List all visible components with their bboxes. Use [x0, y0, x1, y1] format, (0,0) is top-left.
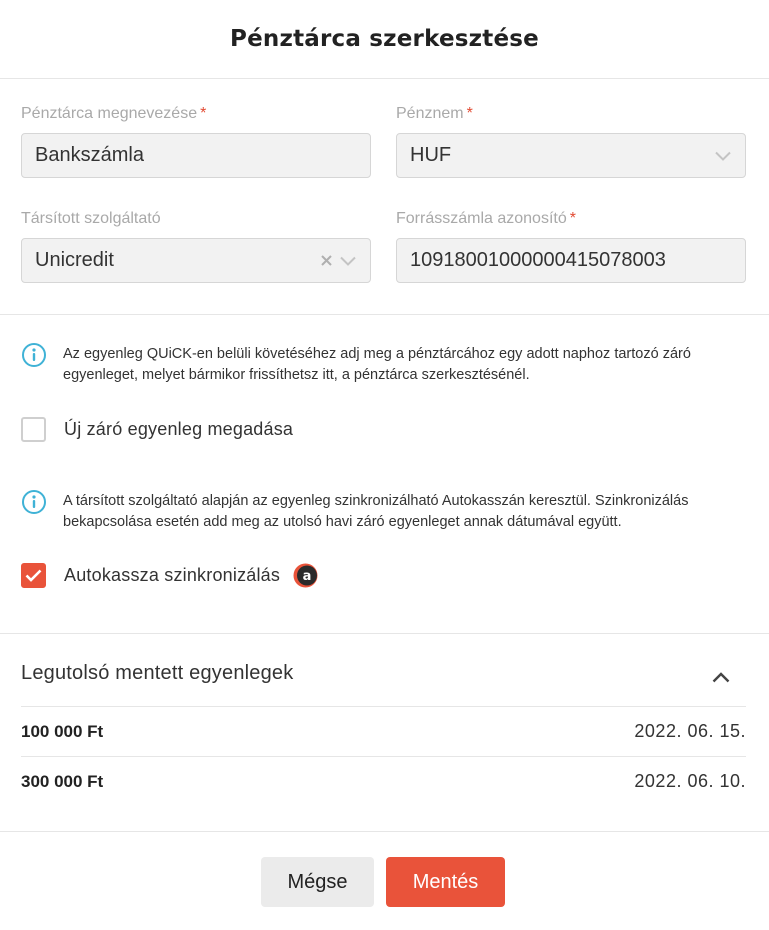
source-account-field	[396, 209, 746, 283]
autokassza-sync-checkbox[interactable]	[21, 563, 46, 588]
table-row	[21, 706, 746, 756]
autokassza-logo-icon	[293, 563, 318, 588]
provider-field	[21, 209, 371, 283]
provider-select[interactable]: Unicredit	[21, 238, 371, 283]
save-button[interactable]: Mentés	[386, 857, 505, 907]
required-mark: *	[466, 105, 473, 122]
autokassza-sync-label[interactable]: Autokassza szinkronizálás	[64, 565, 281, 585]
info-icon	[21, 489, 47, 515]
footer-divider	[0, 831, 769, 832]
balance-info	[21, 344, 751, 386]
chevron-up-icon[interactable]	[712, 672, 730, 683]
new-balance-label[interactable]: Új záró egyenleg megadása	[64, 419, 294, 439]
balance-date: 2022. 06. 10.	[634, 771, 746, 791]
wallet-name-input[interactable]: Bankszámla	[21, 133, 371, 178]
new-balance-checkbox[interactable]	[21, 417, 46, 442]
balance-amount: 100 000 Ft	[21, 721, 104, 741]
wallet-name-field	[21, 104, 371, 178]
table-row	[21, 756, 746, 806]
clear-icon[interactable]	[319, 254, 333, 268]
collapse-button[interactable]	[708, 664, 734, 690]
currency-field	[396, 104, 746, 178]
required-mark: *	[569, 210, 576, 227]
balance-info-text: Az egyenleg QUiCK-en belüli követéséhez adj meg a pénztárcához egy adott naphoz tartozó záró egyenleget, melyet bármikor frissíthetsz itt, a pénztárca szerkesztésénél.	[63, 346, 691, 383]
info-icon	[21, 342, 47, 368]
checkmark-icon	[25, 569, 42, 582]
required-mark: *	[200, 105, 207, 122]
chevron-down-icon[interactable]	[339, 252, 357, 270]
wallet-name-label: Pénztárca megnevezése *	[21, 105, 207, 122]
svg-text:a: a	[302, 569, 312, 584]
sync-info-text: A társított szolgáltató alapján az egyenleg szinkronizálható Autokasszán keresztül. Szinkronizálás bekapcsolása esetén add meg az utolsó havi záró egyenleget annak dátumával együtt.	[63, 493, 689, 530]
dialog-header	[0, 0, 769, 79]
currency-label: Pénznem *	[396, 105, 473, 122]
autokassza-sync-row[interactable]	[21, 563, 318, 588]
provider-label: Társított szolgáltató	[21, 210, 161, 227]
chevron-down-icon[interactable]	[714, 147, 732, 165]
source-account-label: Forrásszámla azonosító *	[396, 210, 576, 227]
cancel-button[interactable]: Mégse	[261, 857, 374, 907]
wallet-form	[0, 79, 769, 315]
source-account-input[interactable]: 10918001000000415078003	[396, 238, 746, 283]
balance-amount: 300 000 Ft	[21, 771, 104, 791]
currency-select[interactable]: HUF	[396, 133, 746, 178]
section-divider	[0, 633, 769, 634]
history-title: Legutolsó mentett egyenlegek	[21, 662, 294, 684]
new-balance-row[interactable]	[21, 417, 293, 442]
sync-info	[21, 491, 751, 533]
page-title: Pénztárca szerkesztése	[230, 26, 539, 52]
balance-date: 2022. 06. 15.	[634, 721, 746, 741]
